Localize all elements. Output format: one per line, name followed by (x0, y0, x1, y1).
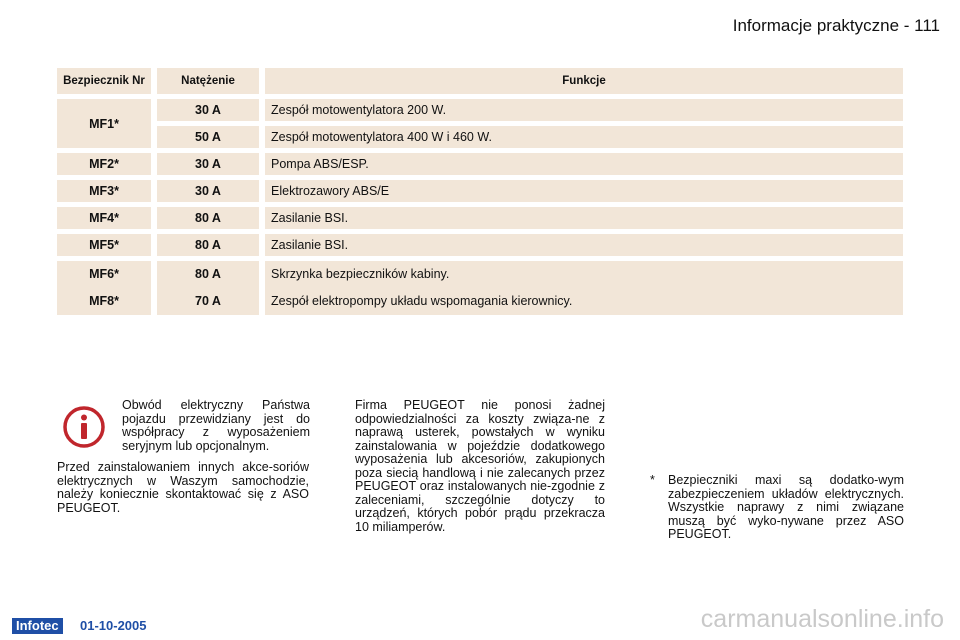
fuse-current: 80 A (157, 234, 265, 256)
fuse-number: MF3* (57, 180, 157, 202)
fuse-table (57, 68, 903, 315)
accessory-warning-text: Przed zainstalowaniem innych akce-soriów elektrycznych w Waszym samochodzie, należy koniecznie skontaktować się z ASO PEUGEOT. (57, 460, 309, 515)
fuse-number: MF1* (57, 99, 157, 148)
fuse-function: Zespół elektropompy układu wspomagania kierownicy. (265, 287, 903, 315)
fuse-number: MF4* (57, 207, 157, 229)
table-row (57, 287, 903, 315)
fuse-current: 80 A (157, 207, 265, 229)
footnote (650, 474, 904, 542)
fuse-current: 50 A (157, 126, 265, 148)
fuse-number: MF2* (57, 153, 157, 175)
fuse-number: MF5* (57, 234, 157, 256)
table-row (57, 153, 903, 175)
fuse-current: 70 A (157, 287, 265, 315)
fuse-current: 30 A (157, 180, 265, 202)
liability-text: Firma PEUGEOT nie ponosi żadnej odpowiedzialności za koszty związa-ne z naprawą usterek, powstałych w wyniku zainstalowania w pojeździe dodatkowego wyposażenia lub akcesoriów, zakupionych poza siecią handlową i nie zalecanych przez PEUGEOT oraz instalowanych nie-zgodnie z zaleceniami, szczególnie dotyczy to urządzeń, których pobór prądu przekracza 10 miliamperów. (355, 398, 605, 534)
fuse-number: MF6* (57, 261, 157, 287)
column-header-nr: Bezpiecznik Nr (57, 68, 157, 94)
fuse-function: Elektrozawory ABS/E (265, 180, 903, 202)
table-row (57, 261, 903, 287)
footer-date: 01-10-2005 (80, 618, 147, 633)
table-row (57, 234, 903, 256)
info-note-text: Obwód elektryczny Państwa pojazdu przewidziany jest do współpracy z wyposażeniem seryjnym lub opcjonalnym. (122, 398, 310, 453)
footnote-asterisk: * (650, 473, 655, 487)
footnote-text: Bezpieczniki maxi są dodatko-wym zabezpieczeniem układów elektrycznych. Wszystkie naprawy z nimi związane muszą być wyko-nywane przez ASO PEUGEOT. (668, 473, 904, 541)
table-row (57, 180, 903, 202)
table-header-row (57, 68, 903, 94)
fuse-function: Zespół motowentylatora 200 W. (265, 99, 903, 121)
column-header-current: Natężenie (157, 68, 265, 94)
fuse-current: 30 A (157, 153, 265, 175)
fuse-current: 30 A (157, 99, 265, 121)
infotec-logo: Infotec (12, 618, 63, 634)
fuse-function: Zasilanie BSI. (265, 207, 903, 229)
page-header: Informacje praktyczne - 111 (732, 16, 940, 35)
table-row (57, 207, 903, 229)
fuse-number: MF8* (57, 287, 157, 315)
fuse-function: Zasilanie BSI. (265, 234, 903, 256)
fuse-function: Zespół motowentylatora 400 W i 460 W. (265, 126, 903, 148)
fuse-function: Skrzynka bezpieczników kabiny. (265, 261, 903, 287)
fuse-function: Pompa ABS/ESP. (265, 153, 903, 175)
table-row (57, 126, 903, 148)
column-header-function: Funkcje (265, 68, 903, 94)
fuse-current: 80 A (157, 261, 265, 287)
watermark: carmanualsonline.info (700, 605, 944, 633)
table-row (57, 99, 903, 121)
info-circle-icon (62, 405, 106, 449)
